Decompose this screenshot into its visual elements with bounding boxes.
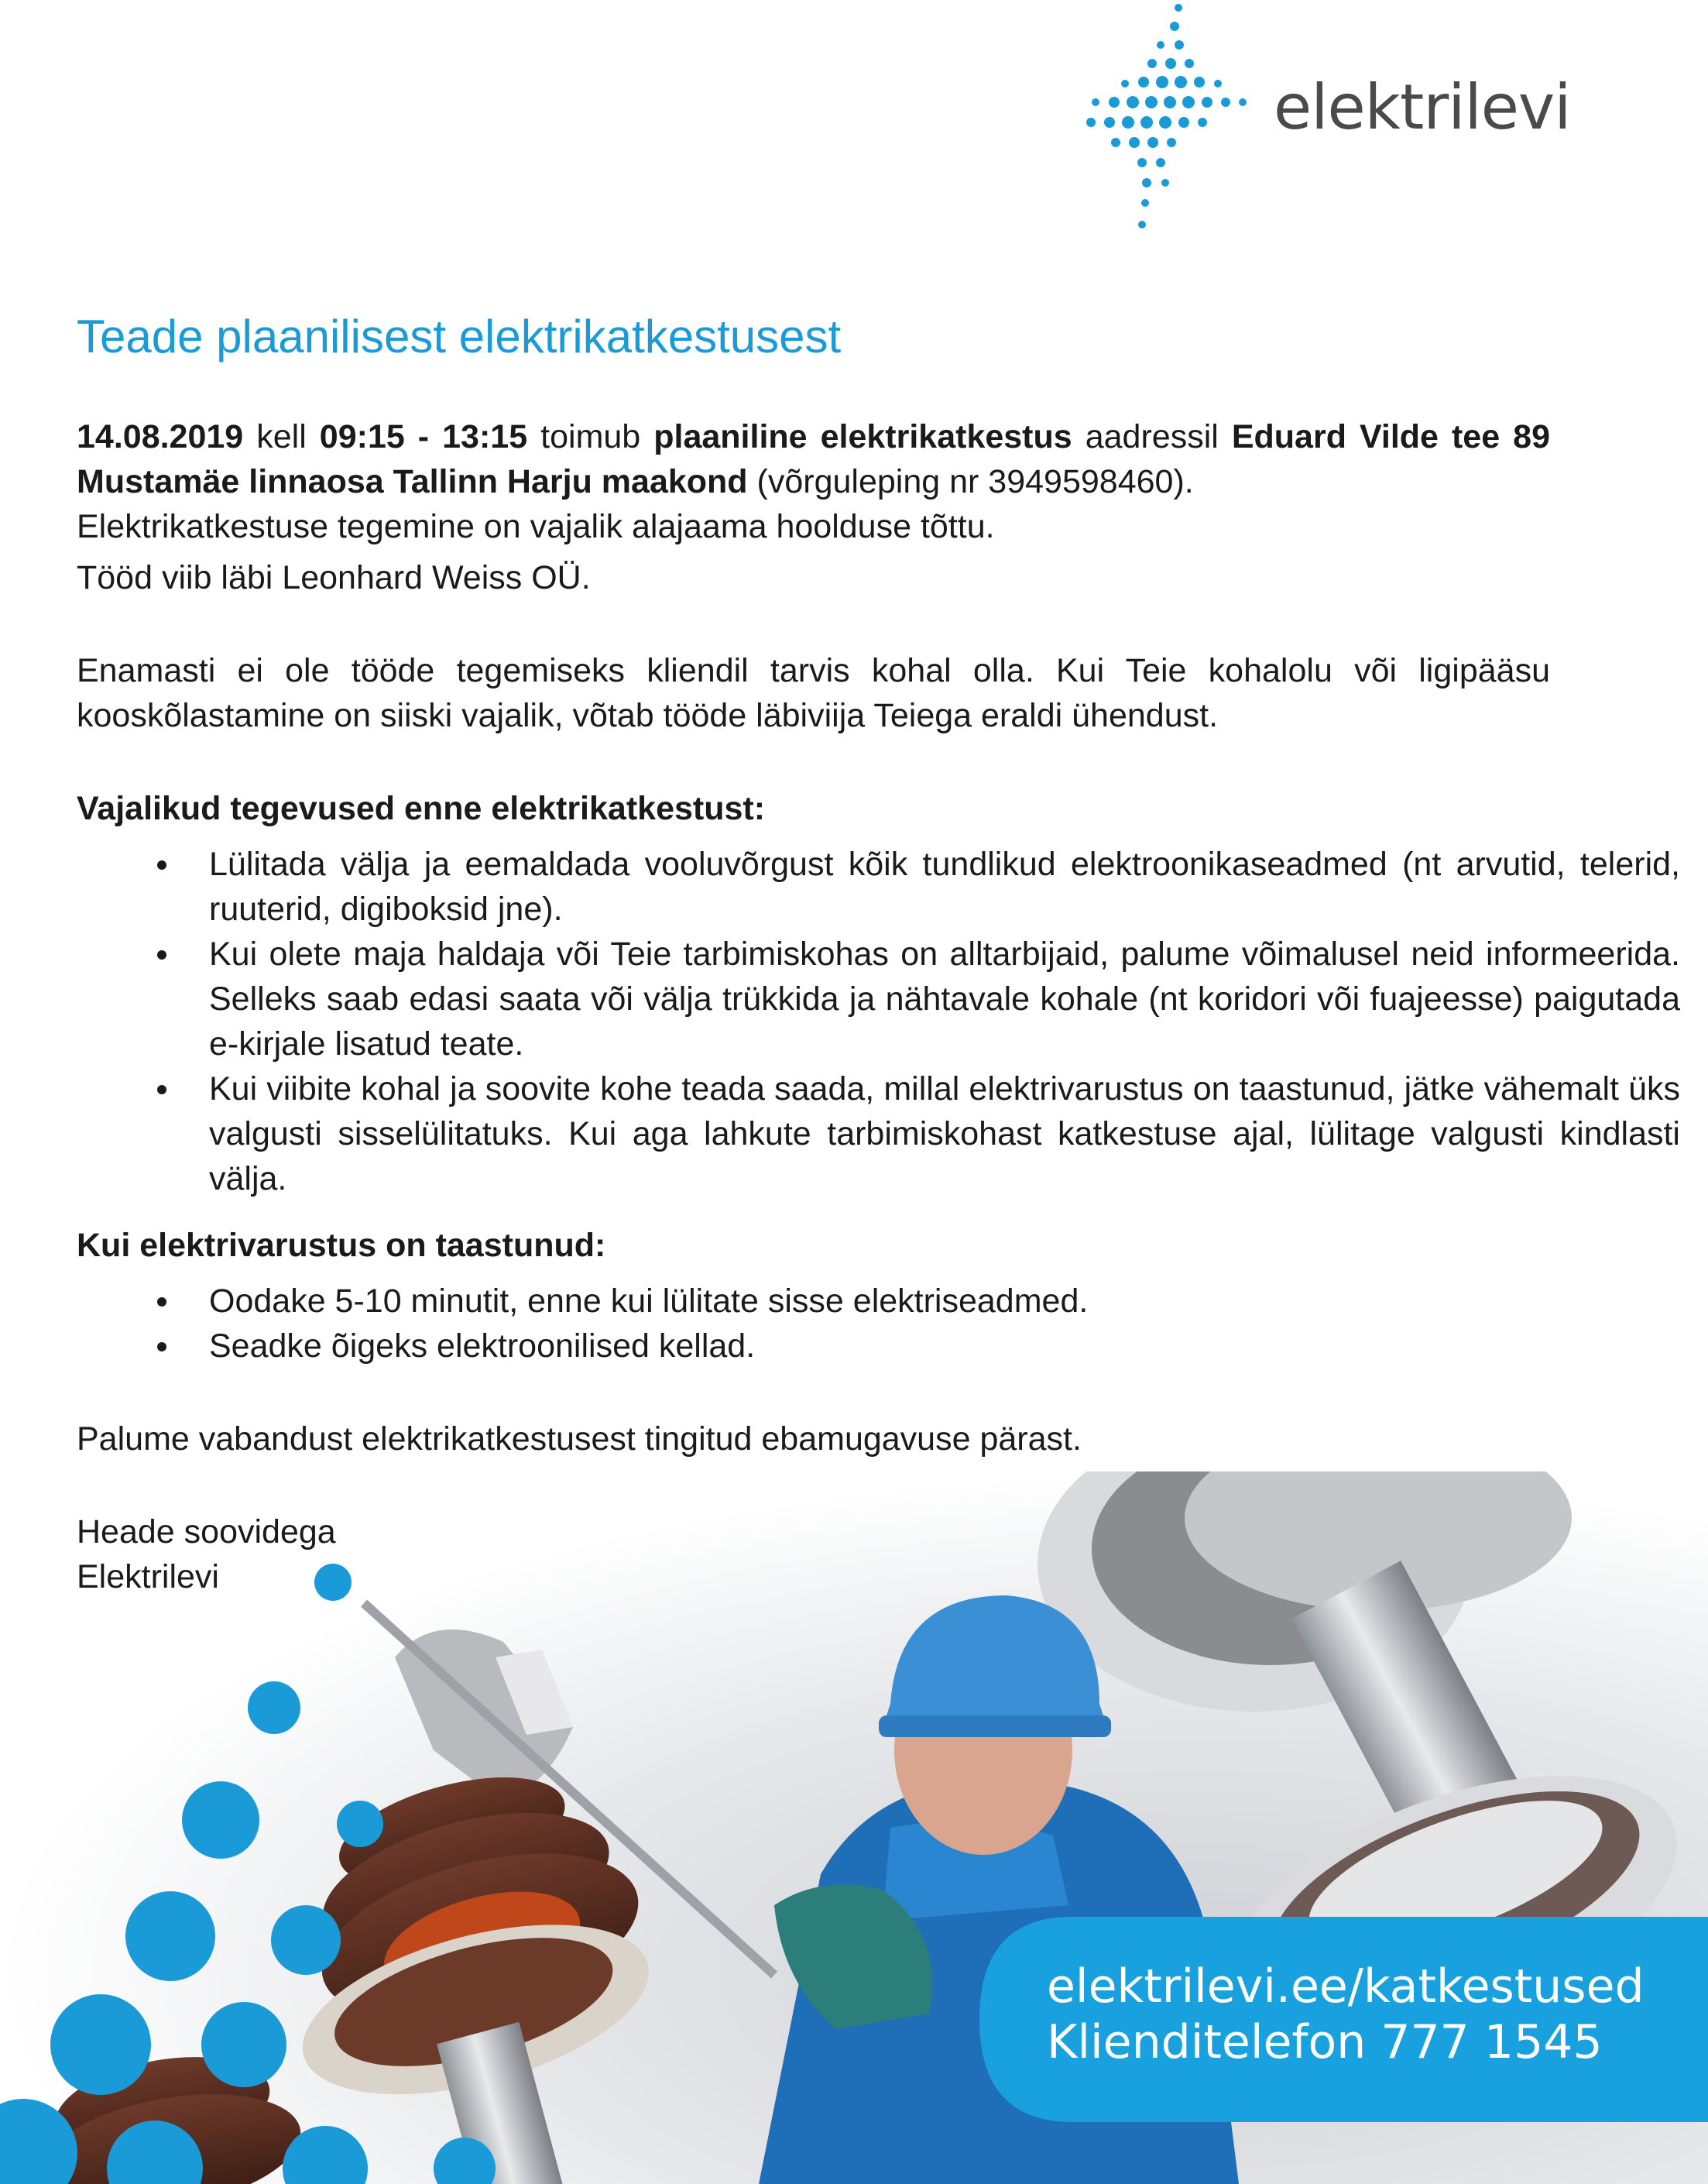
- text-toimub: toimub: [527, 418, 654, 455]
- before-list: [77, 842, 1680, 1201]
- customer-phone: Klienditelefon 777 1545: [1047, 2015, 1603, 2069]
- outage-reason: Elektrikatkestuse tegemine on vajalik alajaama hoolduse tõttu.: [77, 508, 995, 545]
- lightning-dots-icon: [1080, 0, 1266, 240]
- notice-body: [77, 306, 1680, 1599]
- logo-wordmark: elektrilevi: [1274, 71, 1571, 143]
- text-kell: kell: [243, 418, 320, 455]
- list-item: Kui viibite kohal ja soovite kohe teada saada, millal elektrivarustus on taastunud, jätke vähemalt üks valgusti sisselülitatuks. Kui aga lahkute tarbimiskohast katkestuse ajal, lülitage valgusti kindlasti välja.: [77, 1066, 1680, 1201]
- list-item: Oodake 5-10 minutit, enne kui lülitate sisse elektriseadmed.: [77, 1279, 1550, 1324]
- elektrilevi-logo: [1080, 0, 1571, 240]
- outage-date: 14.08.2019: [77, 418, 244, 455]
- intro-paragraph: [77, 414, 1550, 504]
- outage-time: 09:15 - 13:15: [319, 418, 528, 455]
- bullet-icon: [157, 1342, 166, 1351]
- list-item: Lülitada välja ja eemaldada vooluvõrgust kõik tundlikud elektroonikaseadmed (nt arvutid, telerid, ruuterid, digiboksid jne).: [77, 842, 1680, 932]
- apology-text: Palume vabandust elektrikatkestusest tingitud ebamugavuse pärast.: [77, 1420, 1082, 1458]
- outage-type: plaaniline elektrikatkestus: [653, 418, 1072, 455]
- contract-number: (võrguleping nr 3949598460).: [747, 463, 1194, 500]
- bullet-icon: [157, 950, 166, 960]
- bullet-icon: [157, 1085, 166, 1094]
- outage-address: Eduard Vilde tee 89 Mustamäe linnaosa Tallinn Harju maakond: [77, 418, 1550, 500]
- greeting-text: Heade soovidega: [77, 1513, 336, 1550]
- presence-paragraph: Enamasti ei ole tööde tegemiseks kliendil tarvis kohal olla. Kui Teie kohalolu või ligipääsu kooskõlastamine on siiski vajalik, võtab tööde läbiviija Teiega eraldi ühendust.: [77, 652, 1550, 734]
- list-item: Seadke õigeks elektroonilised kellad.: [77, 1324, 1550, 1368]
- notice-title: Teade plaanilisest elektrikatkestusest: [77, 311, 842, 362]
- after-heading: Kui elektrivarustus on taastunud:: [77, 1227, 606, 1264]
- list-item: Kui olete maja haldaja või Teie tarbimiskohas on alltarbijaid, palume võimalusel neid informeerida. Selleks saab edasi saata või välja trükkida ja nähtavale kohale (nt koridori või fuajeesse) paigutada e-kirjale lisatud teate.: [77, 932, 1680, 1066]
- bullet-icon: [157, 860, 166, 870]
- text-aadressil: aadressil: [1072, 418, 1232, 455]
- outage-url-link[interactable]: elektrilevi.ee/katkestused: [1047, 1959, 1645, 2014]
- before-heading: Vajalikud tegevused enne elektrikatkestust:: [77, 790, 766, 827]
- after-list: [77, 1279, 1550, 1368]
- bullet-icon: [157, 1297, 166, 1307]
- signature-text: Elektrilevi: [77, 1558, 219, 1595]
- contractor-info: Tööd viib läbi Leonhard Weiss OÜ.: [77, 559, 591, 596]
